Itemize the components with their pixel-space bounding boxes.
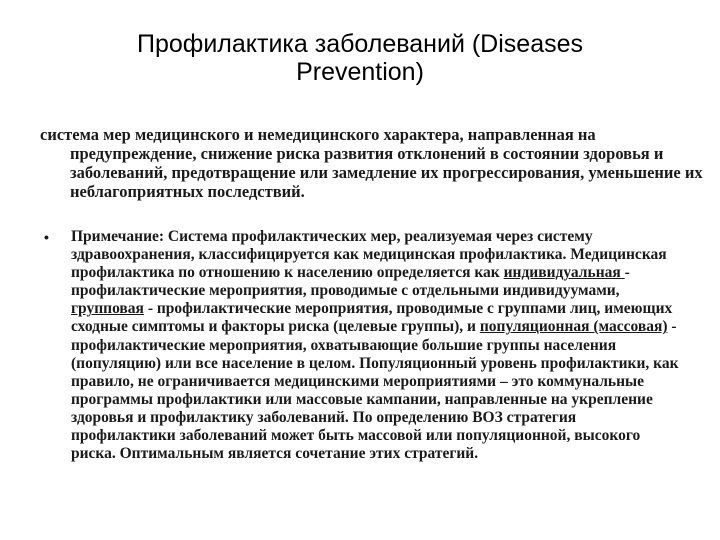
slide-title [40,30,680,86]
title-line-2: Prevention) [296,58,424,86]
note-text-part-1: Примечание: Система профилактических мер, реализуемая через систему здравоохранения, классифицируется как медицинская профилактика. Медицинская профилактика по отношению к населению определяется как [71,228,667,282]
note-paragraph [71,228,684,463]
term-individual: индивидуальная [503,264,625,282]
note-bullet-item [44,228,684,463]
title-line-1: Профилактика заболеваний (Diseases [136,30,584,58]
note-text-part-2: - профилактические мероприятия, проводимые с отдельными индивидуумами, [71,264,630,300]
term-group: групповая [71,300,144,318]
term-population: популяционная (массовая) [479,318,668,336]
note-text-part-3: - профилактические мероприятия, проводимые с группами лиц, имеющих сходные симптомы и факторы риска (целевые группы), и [71,300,673,336]
note-text-part-4: - профилактические мероприятия, охватывающие большие группы населения (популяцию) или все население в целом. Популяционный уровень профилактики, как правило, не ограничивается медицинскими мероприятиями – это коммунальные программы профилактики или массовые кампании, направленные на укрепление здоровья и профилактику заболеваний. По определению ВОЗ стратегия профилактики заболеваний может быть массовой или популяционной, высокого риска. Оптимальным является сочетание этих стратегий. [71,318,679,463]
bullet-marker: • [44,229,49,245]
definition-paragraph: система мер медицинского и немедицинского характера, направленная на предупреждение, снижение риска развития отклонений в состоянии здоровья и заболеваний, предотвращение или замедление их прогрессирования, уменьшение их неблагоприятных последствий. [40,125,703,201]
